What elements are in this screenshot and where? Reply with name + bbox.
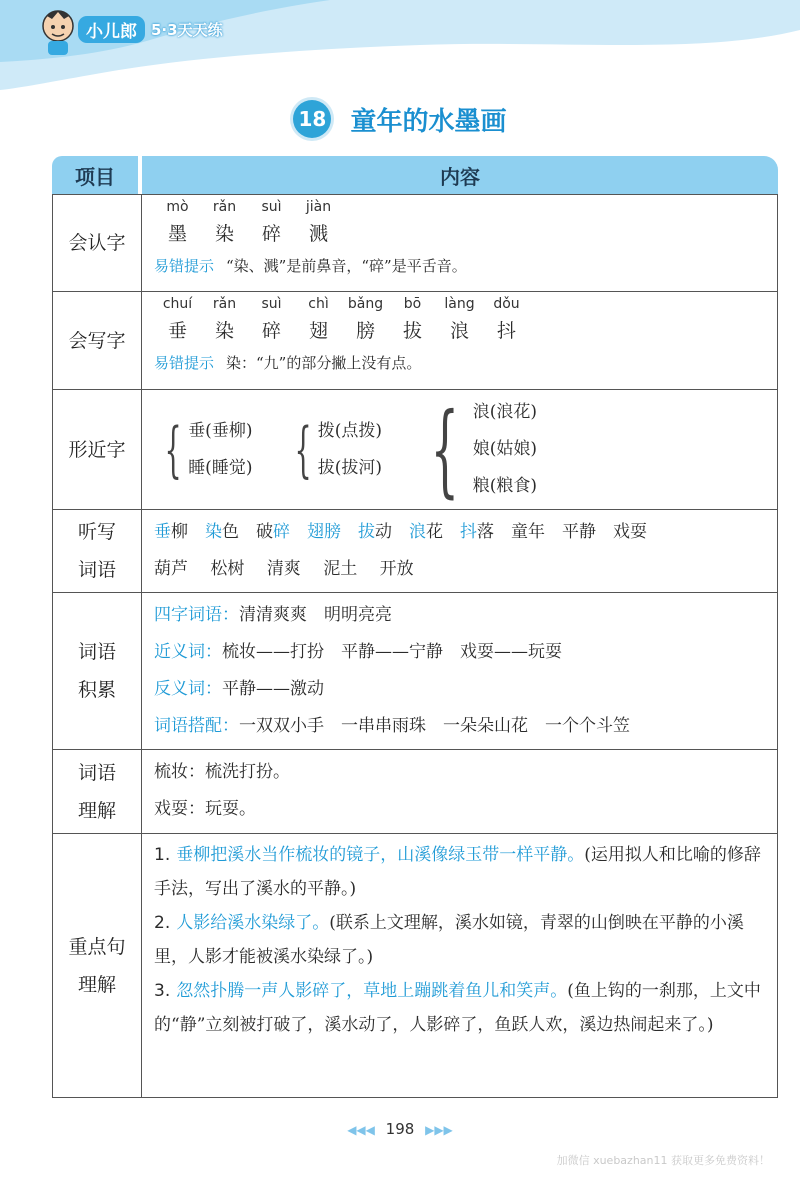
label-line: 重点句 bbox=[68, 935, 126, 958]
row-label bbox=[53, 510, 142, 593]
vocab-line bbox=[154, 671, 767, 708]
pinyin-row bbox=[154, 199, 767, 219]
pinyin: làng bbox=[444, 296, 475, 312]
top-banner bbox=[0, 0, 800, 90]
pinyin: suì bbox=[261, 296, 282, 312]
row-label bbox=[53, 834, 142, 1098]
dictation-word bbox=[562, 522, 596, 542]
dictation-word bbox=[307, 522, 341, 542]
label-line: 词语 bbox=[77, 559, 116, 581]
page-number: 198 bbox=[385, 1120, 415, 1138]
similar-word: 浪(浪花) bbox=[472, 402, 537, 422]
similar-group bbox=[413, 390, 537, 508]
sentence-number: 2. bbox=[154, 913, 171, 933]
dictation-word bbox=[613, 522, 647, 542]
sentence-number: 3. bbox=[154, 981, 171, 1001]
highlight-char: 拔 bbox=[358, 522, 375, 542]
similar-word: 睡(睡觉) bbox=[188, 457, 253, 478]
character: 翅 bbox=[308, 320, 328, 342]
watermark: 加微信 xuebazhan11 获取更多免费资料！ bbox=[556, 1154, 770, 1167]
dictation-line bbox=[154, 551, 767, 588]
error-tip bbox=[154, 352, 767, 373]
character: 拔 bbox=[402, 320, 422, 342]
row-similar bbox=[53, 390, 778, 510]
explain-line: 梳妆：梳洗打扮。 bbox=[154, 762, 290, 782]
similar-group bbox=[284, 413, 382, 487]
character-row bbox=[154, 316, 767, 344]
brand bbox=[78, 16, 223, 43]
label-line: 理解 bbox=[77, 973, 116, 996]
similar-word: 拨(点拨) bbox=[317, 420, 382, 441]
row-label: 形近字 bbox=[53, 390, 142, 510]
similar-word: 娘(姑娘) bbox=[472, 439, 537, 459]
character: 染 bbox=[214, 223, 234, 245]
dictation-word bbox=[511, 522, 545, 542]
dictation-word: 泥土 bbox=[323, 559, 358, 579]
label-line: 听写 bbox=[77, 521, 116, 543]
highlight-char: 翅膀 bbox=[307, 522, 341, 542]
label-line: 积累 bbox=[77, 679, 116, 701]
dictation-word bbox=[205, 522, 239, 542]
plain-char: 花 bbox=[426, 522, 443, 542]
dictation-word: 葫芦 bbox=[154, 559, 188, 579]
page-footer bbox=[0, 1120, 800, 1138]
plain-char: 动 bbox=[375, 522, 392, 542]
tip-label: 易错提示 bbox=[154, 354, 215, 372]
character: 浪 bbox=[449, 320, 469, 342]
plain-char: 童年 bbox=[511, 522, 545, 542]
dictation-word bbox=[358, 522, 392, 542]
plain-char: 平静 bbox=[562, 522, 596, 542]
key-sentence bbox=[154, 974, 767, 1042]
dictation-word bbox=[460, 522, 494, 542]
plain-char: 柳 bbox=[171, 522, 188, 542]
vocab-label: 词语搭配： bbox=[154, 716, 239, 736]
row-recognize bbox=[53, 195, 778, 292]
row-content bbox=[142, 195, 778, 292]
pinyin: chì bbox=[308, 296, 329, 312]
sentence-note: (运用拟人和比喻的修辞手法，写出了溪水的平静。) bbox=[154, 845, 761, 899]
row-content bbox=[142, 593, 778, 750]
sentence-note: (鱼上钩的一刹那，上文中的“静”立刻被打破了，溪水动了，人影碎了，鱼跃人欢，溪边热闹起来了。) bbox=[154, 981, 761, 1035]
mascot-icon bbox=[36, 6, 80, 56]
character: 垂 bbox=[167, 320, 187, 342]
vocab-label: 近义词： bbox=[154, 642, 222, 662]
row-write bbox=[53, 292, 778, 390]
vocab-line bbox=[154, 634, 767, 671]
dictation-word bbox=[409, 522, 443, 542]
highlight-char: 浪 bbox=[409, 522, 426, 542]
pinyin: jiàn bbox=[305, 199, 332, 215]
vocab-text: 一双双小手 一串串雨珠 一朵朵山花 一个个斗笠 bbox=[239, 716, 630, 736]
highlight-char: 抖 bbox=[460, 522, 477, 542]
column-header-item: 项目 bbox=[52, 156, 138, 194]
pinyin: bō bbox=[403, 296, 422, 312]
pinyin: dǒu bbox=[493, 296, 520, 312]
vocab-label: 四字词语： bbox=[154, 605, 239, 625]
lesson-title-bar bbox=[0, 100, 800, 138]
pinyin: mò bbox=[166, 199, 189, 215]
label-line: 词语 bbox=[77, 641, 116, 663]
character: 墨 bbox=[167, 223, 187, 245]
character: 碎 bbox=[261, 223, 281, 245]
character: 溅 bbox=[308, 223, 328, 245]
brand-name: 小儿郎 bbox=[78, 16, 145, 43]
dictation-line bbox=[154, 514, 767, 551]
highlight-char: 碎 bbox=[273, 522, 290, 542]
brace-icon: { bbox=[430, 390, 460, 508]
label-line: 词语 bbox=[77, 761, 116, 784]
row-label bbox=[53, 750, 142, 834]
label-line: 理解 bbox=[77, 799, 116, 822]
character: 膀 bbox=[355, 320, 375, 342]
arrows-left-icon: ◀◀◀ bbox=[347, 1123, 375, 1137]
vocab-text: 梳妆——打扮 平静——宁静 戏耍——玩耍 bbox=[222, 642, 562, 662]
sentence-quote: 忽然扑腾一声人影碎了，草地上蹦跳着鱼儿和笑声。 bbox=[176, 981, 568, 1001]
dictation-word: 清爽 bbox=[266, 559, 301, 579]
key-sentence bbox=[154, 838, 767, 906]
tip-text: “染、溅”是前鼻音，“碎”是平舌音。 bbox=[226, 257, 467, 275]
character: 染 bbox=[214, 320, 234, 342]
row-content bbox=[142, 390, 778, 510]
sentence-note: (联系上文理解，溪水如镜，青翠的山倒映在平静的小溪里，人影才能被溪水染绿了。) bbox=[154, 913, 744, 967]
plain-char: 破 bbox=[256, 522, 273, 542]
dictation-word bbox=[256, 522, 290, 542]
vocab-line bbox=[154, 708, 767, 745]
pinyin: rǎn bbox=[212, 199, 237, 215]
character: 碎 bbox=[261, 320, 281, 342]
row-key-sentences bbox=[53, 834, 778, 1098]
character-row bbox=[154, 219, 767, 247]
vocab-text: 平静——激动 bbox=[222, 679, 324, 699]
key-sentence bbox=[154, 906, 767, 974]
tip-text: 染：“九”的部分撇上没有点。 bbox=[226, 354, 422, 372]
dictation-word: 松树 bbox=[210, 559, 245, 579]
pinyin: bǎng bbox=[347, 296, 384, 312]
row-content bbox=[142, 834, 778, 1098]
sentence-quote: 垂柳把溪水当作梳妆的镜子，山溪像绿玉带一样平静。 bbox=[176, 845, 585, 865]
pinyin: suì bbox=[261, 199, 282, 215]
error-tip bbox=[154, 255, 767, 276]
brace-icon: { bbox=[164, 414, 182, 485]
similar-word: 粮(粮食) bbox=[472, 476, 537, 496]
tip-label: 易错提示 bbox=[154, 257, 215, 275]
similar-word: 垂(垂柳) bbox=[188, 420, 253, 441]
character: 抖 bbox=[496, 320, 516, 342]
lesson-number: 18 bbox=[293, 100, 331, 138]
row-label bbox=[53, 593, 142, 750]
highlight-char: 垂 bbox=[154, 522, 171, 542]
similar-word: 拔(拔河) bbox=[317, 457, 382, 478]
column-header-content: 内容 bbox=[142, 156, 778, 194]
row-understand bbox=[53, 750, 778, 834]
explain-line: 戏耍：玩耍。 bbox=[154, 799, 256, 819]
pinyin-row bbox=[154, 296, 767, 316]
row-label: 会认字 bbox=[53, 195, 142, 292]
lesson-table bbox=[52, 194, 778, 1098]
sentence-quote: 人影给溪水染绿了。 bbox=[176, 913, 330, 933]
arrows-right-icon: ▶▶▶ bbox=[425, 1123, 453, 1137]
brace-icon: { bbox=[294, 414, 312, 485]
row-vocab bbox=[53, 593, 778, 750]
row-label: 会写字 bbox=[53, 292, 142, 390]
plain-char: 落 bbox=[477, 522, 494, 542]
vocab-text: 清清爽爽 明明亮亮 bbox=[239, 605, 392, 625]
vocab-line bbox=[154, 597, 767, 634]
plain-char: 色 bbox=[222, 522, 239, 542]
row-content bbox=[142, 750, 778, 834]
pinyin: chuí bbox=[162, 296, 193, 312]
dictation-word bbox=[154, 522, 188, 542]
plain-char: 戏耍 bbox=[613, 522, 647, 542]
highlight-char: 染 bbox=[205, 522, 222, 542]
lesson-title: 童年的水墨画 bbox=[350, 106, 507, 137]
dictation-word: 开放 bbox=[379, 559, 414, 579]
row-dictation bbox=[53, 510, 778, 593]
pinyin: rǎn bbox=[212, 296, 237, 312]
similar-group bbox=[154, 413, 252, 487]
row-content bbox=[142, 292, 778, 390]
row-content bbox=[142, 510, 778, 593]
sentence-number: 1. bbox=[154, 845, 171, 865]
brand-subtitle: 5·3天天练 bbox=[151, 21, 223, 39]
vocab-label: 反义词： bbox=[154, 679, 222, 699]
